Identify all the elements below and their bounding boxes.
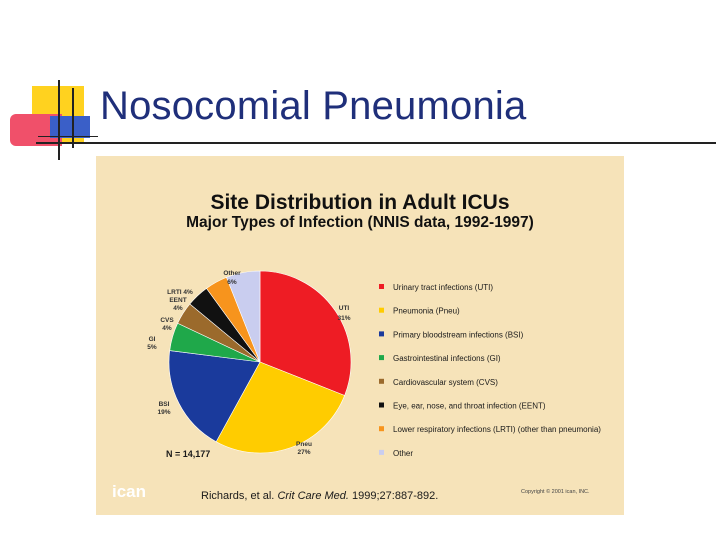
sample-size: N = 14,177	[166, 449, 211, 459]
legend-label: Primary bloodstream infections (BSI)	[393, 330, 524, 340]
pie-slices	[169, 271, 351, 453]
legend-swatch	[379, 426, 384, 431]
legend-label: Eye, ear, nose, and throat infection (EENT)	[393, 401, 546, 411]
slice-name-eent: EENT	[169, 297, 187, 304]
slice-name-bsi: BSI	[158, 401, 170, 408]
slice-value-other: 6%	[227, 279, 237, 286]
slice-value-bsi: 19%	[157, 409, 171, 416]
slice-value-pneu: 27%	[297, 449, 311, 456]
legend-swatch	[379, 331, 384, 336]
legend-label: Gastrointestinal infections (GI)	[393, 354, 501, 364]
copyright: Copyright © 2001 ican, INC.	[521, 489, 590, 495]
legend-label: Urinary tract infections (UTI)	[393, 283, 494, 292]
citation-authors: Richards, et al.	[201, 490, 275, 502]
decor-vertical-line	[58, 80, 60, 160]
legend-swatch	[379, 379, 384, 384]
ican-logo: ican	[112, 482, 147, 501]
slide-title: Nosocomial Pneumonia	[100, 84, 527, 128]
legend-swatch	[379, 355, 384, 360]
slice-value-cvs: 4%	[162, 325, 172, 332]
chart-figure	[96, 156, 624, 515]
pie-chart-svg	[96, 156, 624, 515]
decor-vertical-line	[72, 88, 74, 148]
legend-swatch	[379, 308, 384, 313]
chart-subtitle: Major Types of Infection (NNIS data, 1992-1997)	[186, 214, 534, 231]
legend-label: Cardiovascular system (CVS)	[393, 377, 498, 387]
citation-journal: Crit Care Med.	[277, 490, 349, 502]
decor-horizontal-line	[38, 136, 98, 137]
slice-name-gi: GI	[148, 336, 156, 343]
legend-label: Lower respiratory infections (LRTI) (other than pneumonia)	[393, 425, 601, 435]
slice-label-lrti: LRTI 4%	[167, 289, 193, 296]
slice-value-uti: 31%	[337, 315, 351, 322]
citation-ref: 1999;27:887-892.	[352, 490, 439, 502]
slice-value-eent: 4%	[173, 305, 183, 312]
legend	[379, 283, 601, 458]
title-underline	[36, 142, 716, 144]
legend-swatch	[379, 450, 384, 455]
slice-name-cvs: CVS	[160, 317, 174, 324]
decor-blue-bar	[50, 116, 90, 138]
chart-title: Site Distribution in Adult ICUs	[210, 191, 510, 214]
slice-name-pneu: Pneu	[296, 441, 312, 448]
legend-swatch	[379, 284, 384, 289]
legend-label: Pneumonia (Pneu)	[393, 306, 460, 316]
legend-swatch	[379, 403, 384, 408]
legend-label: Other	[393, 448, 414, 458]
slice-name-other: Other	[223, 270, 241, 277]
citation	[201, 490, 438, 502]
slice-name-uti: UTI	[338, 305, 350, 312]
slice-value-gi: 5%	[147, 344, 157, 351]
